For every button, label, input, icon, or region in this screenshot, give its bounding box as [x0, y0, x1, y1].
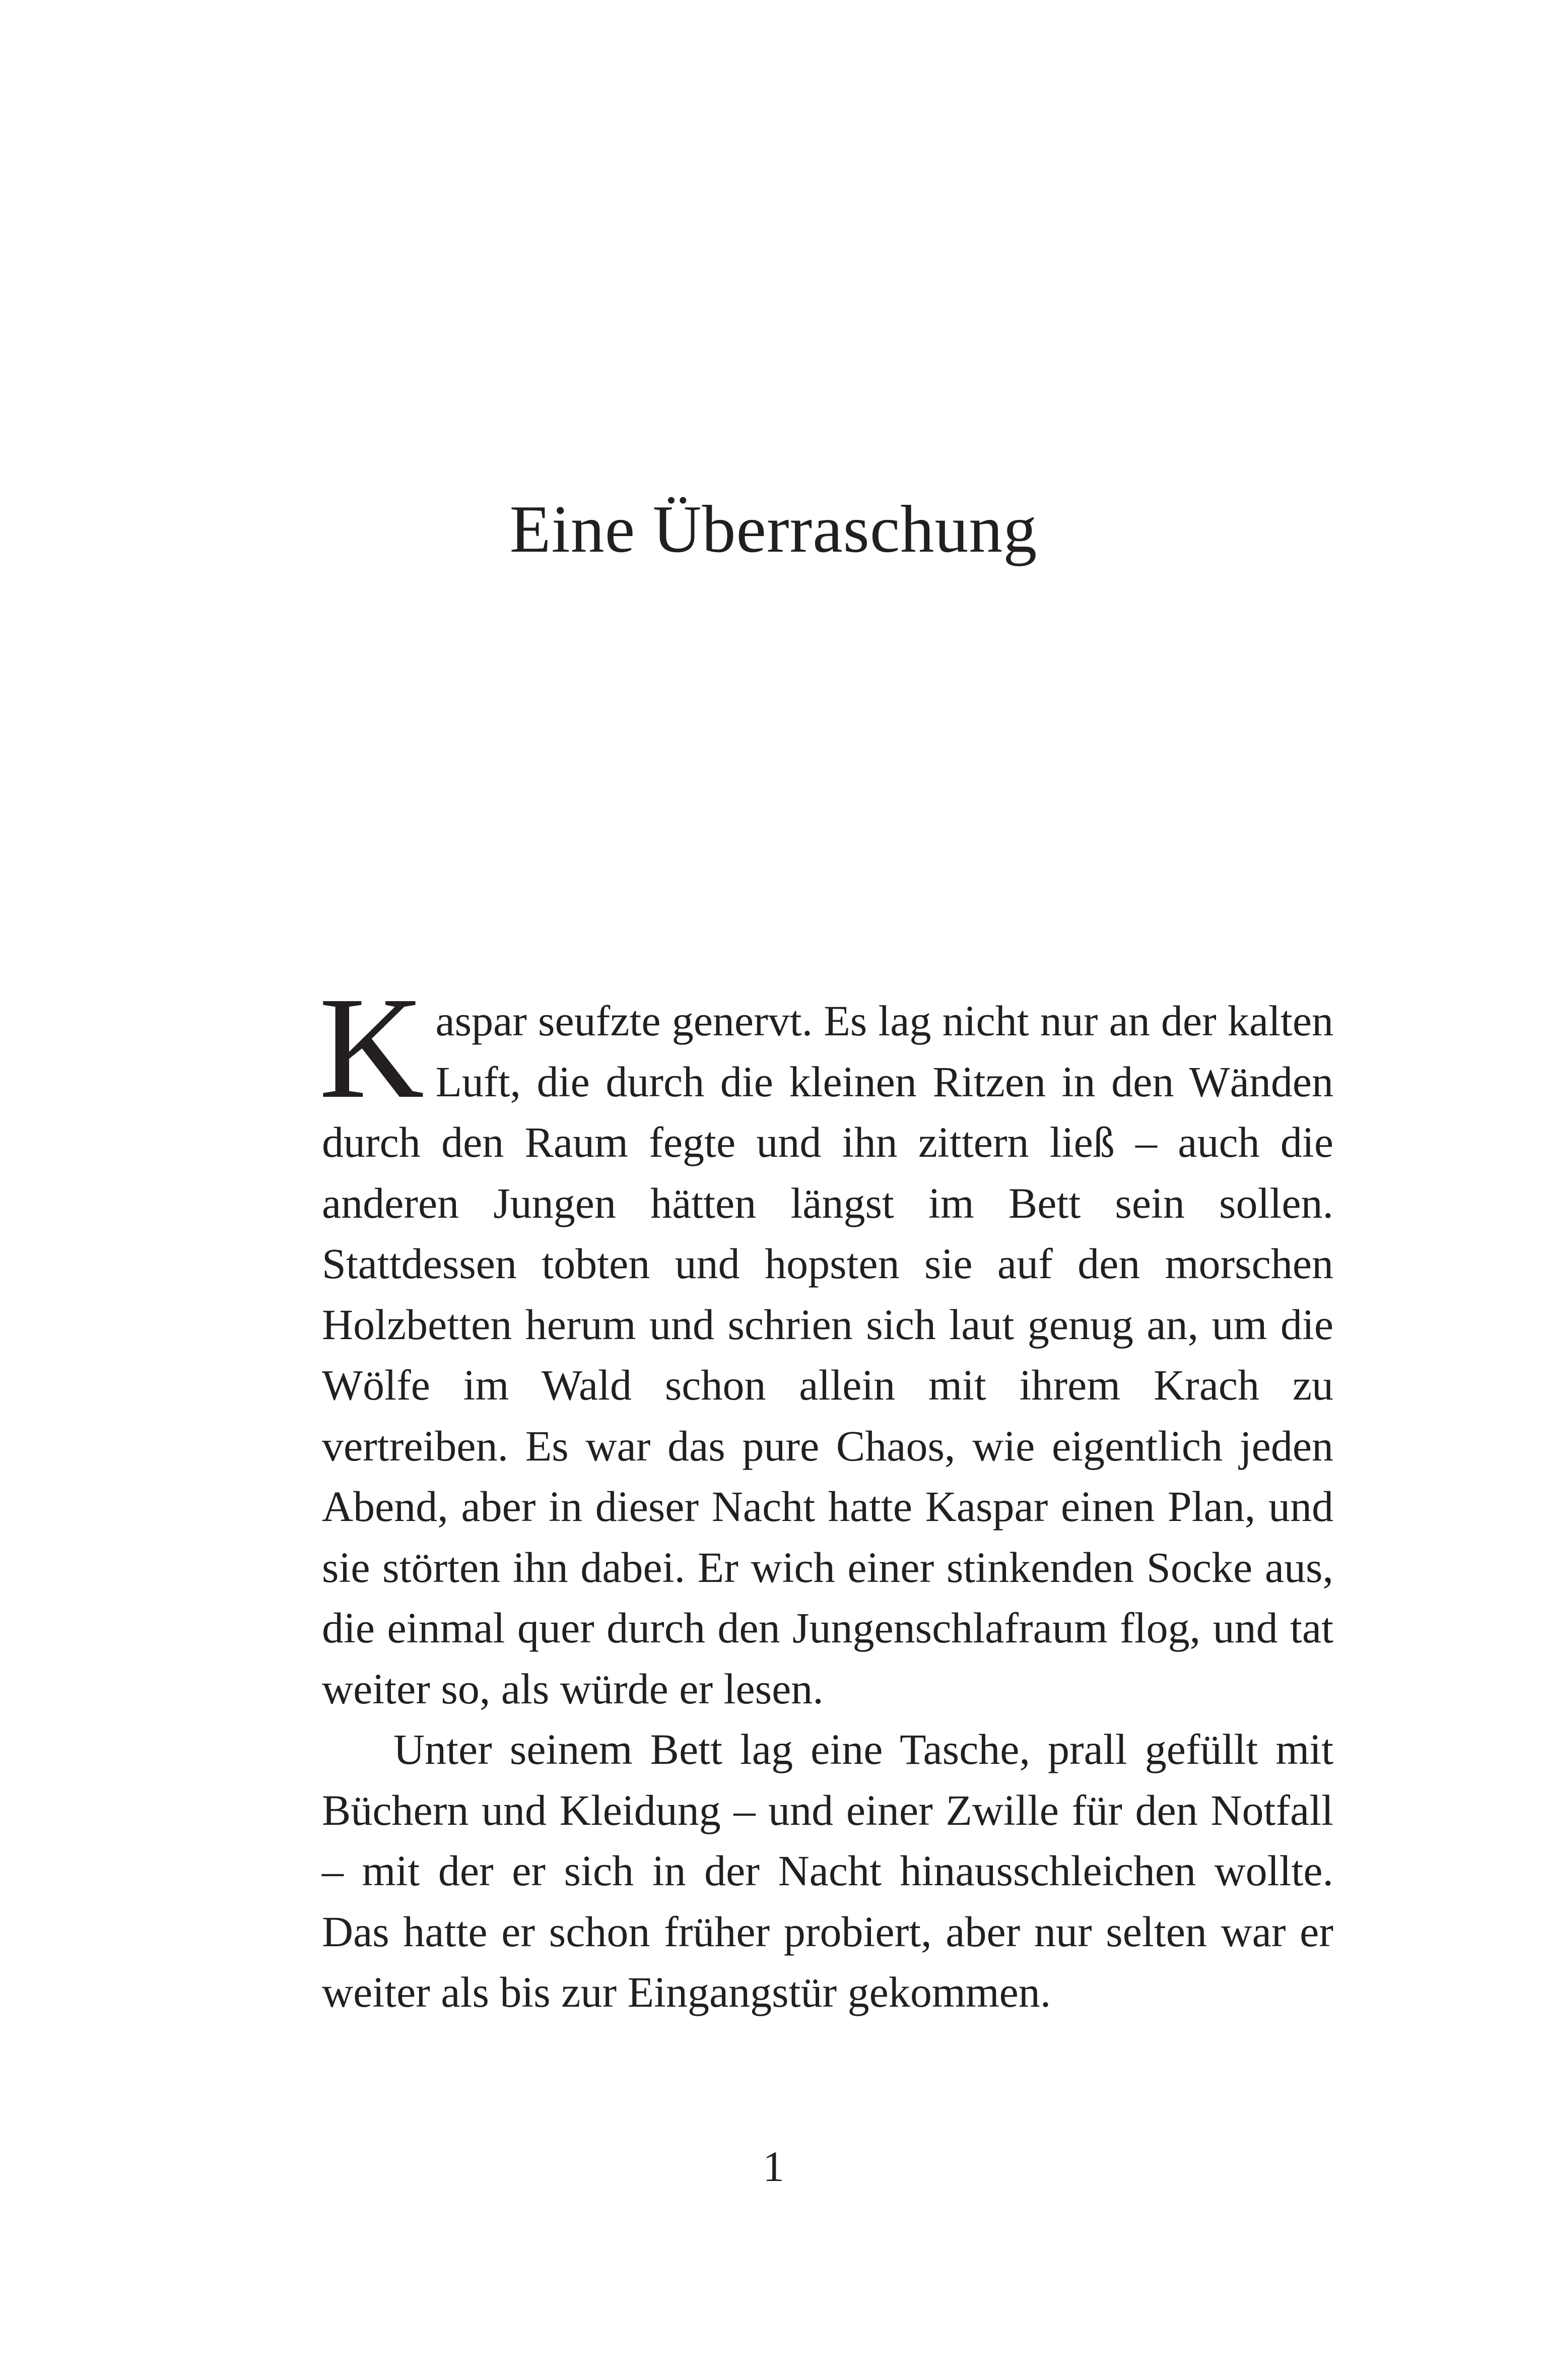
chapter-title: Eine Überraschung — [509, 492, 1038, 566]
paragraph-1 — [319, 967, 1333, 1719]
paragraph-1-text: aspar seufzte genervt. Es lag nicht nur an der kalten Luft, die durch die kleinen Ritzen in den Wänden durch den Raum fegte und ihn zittern ließ – auch die anderen Jungen hätten längst im Bett sein sollen. Stattdessen tobten und hopsten sie auf den morschen Holzbetten herum und schrien sich laut genug an, um die Wölfe im Wald schon allein mit ihrem Krach zu vertreiben. Es war das pure Chaos, wie eigentlich jeden Abend, aber in dieser Nacht hatte Kaspar einen Plan, und sie störten ihn dabei. Er wich einer stinkenden Socke aus, die einmal quer durch den Jungenschlafraum flog, und tat weiter so, als würde er lesen. — [322, 997, 1333, 1713]
paragraph-2: Unter seinem Bett lag eine Tasche, prall gefüllt mit Büchern und Kleidung – und einer Zwille für den Notfall – mit der er sich in der Nacht hinausschleichen wollte. Das hatte er schon früher probiert, aber nur selten war er weiter als bis zur Eingangstür gekommen. — [322, 1725, 1333, 2016]
drop-cap: K — [319, 967, 425, 1129]
page-number: 1 — [763, 2142, 784, 2191]
body-text — [319, 967, 1333, 2023]
